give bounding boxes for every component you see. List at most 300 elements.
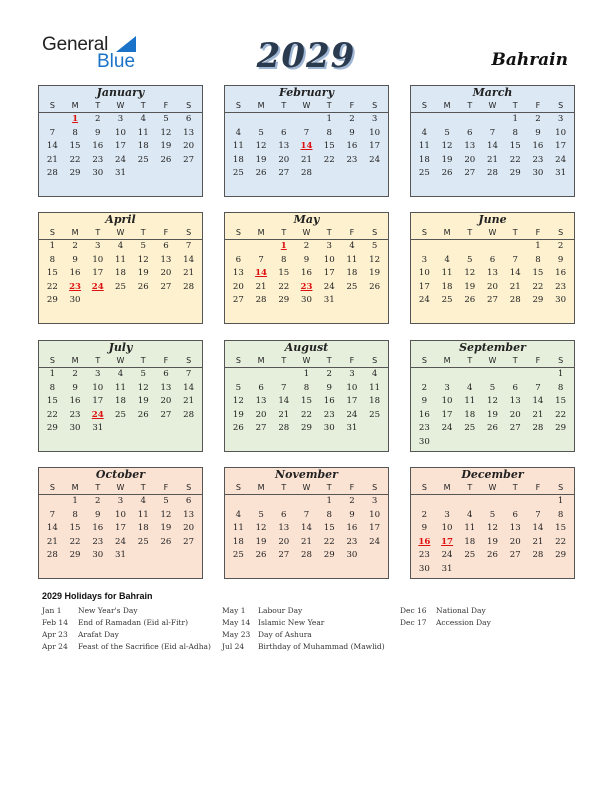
day-cell: 29 [555,550,567,561]
empty-day-cell [504,436,527,450]
day-cell: 25 [464,550,476,561]
day-cell: 20 [232,281,244,292]
day-cell: 25 [346,281,358,292]
empty-day-cell [527,368,550,382]
weekday-label: T [467,101,473,110]
day-cell: 16 [346,523,358,534]
day-cell: 14 [183,254,195,265]
weekday-label: T [326,101,332,110]
week-row [225,267,388,281]
week-row [39,509,202,523]
day-cell: 26 [232,423,244,434]
week-row [39,281,202,295]
empty-day-cell [132,294,155,308]
day-cell: 21 [255,281,267,292]
empty-day-cell [86,294,109,308]
day-cell: 16 [346,141,358,152]
weekday-label: T [467,356,473,365]
day-cell: 20 [255,409,267,420]
day-cell: 24 [91,281,104,292]
day-cell: 30 [69,423,81,434]
week-row [411,140,574,154]
day-cell: 13 [509,523,521,534]
day-cell: 21 [301,536,312,547]
weekday-label: W [116,101,125,110]
day-cell: 29 [69,550,81,561]
week-row [411,113,574,127]
week-row [39,409,202,423]
day-cell: 4 [467,509,473,520]
day-cell: 14 [532,523,544,534]
month-title: February [278,86,334,99]
weekday-label: S [186,228,192,237]
weekday-label: T [95,356,101,365]
day-cell: 14 [46,141,58,152]
week-row [411,549,574,563]
day-cell: 30 [555,295,567,306]
week-row [39,495,202,509]
day-cell: 6 [163,241,169,251]
empty-day-cell [436,240,459,254]
day-cell: 25 [232,550,244,561]
empty-day-cell [132,167,155,181]
day-cell: 22 [555,409,567,420]
day-cell: 3 [444,382,450,393]
weekday-label: W [488,356,497,365]
day-cell: 26 [487,550,498,561]
weekday-label: M [71,228,79,237]
day-cell: 25 [137,536,149,547]
day-cell: 1 [303,369,310,379]
weekday-label: T [512,356,518,365]
weekday-header [411,482,574,495]
day-cell: 13 [255,396,267,407]
holiday-name: Day of Ashura [258,630,312,639]
day-cell: 28 [509,295,521,306]
month-title: September [459,341,526,354]
day-cell: 15 [69,523,81,534]
weekday-header [39,355,202,368]
day-cell: 7 [185,241,192,251]
empty-day-cell [41,495,64,509]
week-row [39,154,202,168]
day-cell: 2 [535,114,541,124]
day-cell: 31 [115,168,126,179]
empty-day-cell [341,167,364,181]
empty-day-cell [227,113,250,127]
day-cell: 14 [300,141,313,152]
weekday-header [225,482,388,495]
day-cell: 3 [117,114,124,124]
day-cell: 23 [69,409,81,420]
weekday-label: S [235,228,241,237]
weekday-label: M [71,356,79,365]
day-cell: 20 [487,281,498,292]
day-cell: 7 [489,127,496,138]
holiday-name: National Day [436,606,486,615]
day-cell: 28 [532,423,544,434]
day-cell: 30 [532,168,544,179]
month-title: July [108,341,133,354]
day-cell: 22 [532,281,544,292]
month-block-october [38,467,203,579]
day-cell: 22 [69,154,81,165]
day-cell: 2 [421,382,428,393]
week-row [225,140,388,154]
day-cell: 27 [509,550,521,561]
weekday-label: T [326,356,332,365]
empty-day-cell [295,113,318,127]
day-cell: 17 [323,268,335,279]
day-cell: 13 [464,141,476,152]
day-cell: 14 [46,523,58,534]
month-block-september [410,340,575,452]
day-cell: 28 [278,423,290,434]
day-cell: 17 [92,396,104,407]
day-cell: 12 [160,127,172,138]
day-cell: 12 [487,396,498,407]
weekday-label: S [421,483,427,492]
day-cell: 5 [140,369,146,379]
week-row [39,549,202,563]
empty-day-cell [504,368,527,382]
weekday-label: M [71,483,79,492]
day-cell: 30 [301,295,312,306]
week-row [39,267,202,281]
holiday-date: May 23 [222,630,251,639]
holiday-entry [42,629,211,641]
day-cell: 17 [115,141,126,152]
weekday-label: M [443,483,451,492]
day-cell: 13 [183,127,195,138]
holiday-date: May 14 [222,618,251,627]
day-cell: 2 [557,241,564,251]
weekday-label: W [302,356,311,365]
day-cell: 13 [160,382,172,393]
week-row [225,522,388,536]
empty-day-cell [549,436,572,450]
weekday-label: S [558,356,564,365]
day-cell: 2 [349,496,355,506]
weekday-header [39,227,202,240]
day-cell: 22 [46,409,58,420]
day-cell: 19 [369,268,381,279]
month-block-january [38,85,203,197]
weekday-label: S [421,101,427,110]
day-cell: 19 [160,523,172,534]
day-cell: 7 [512,254,518,265]
week-row [411,495,574,509]
week-row [411,395,574,409]
empty-day-cell [458,240,481,254]
empty-day-cell [272,113,295,127]
weekday-label: S [186,101,192,110]
empty-day-cell [155,167,178,181]
day-cell: 15 [46,396,58,407]
day-cell: 29 [69,168,81,179]
week-row [225,240,388,254]
day-cell: 10 [555,127,567,138]
week-row [225,395,388,409]
day-cell: 1 [326,114,332,124]
day-cell: 2 [72,241,78,251]
day-cell: 21 [487,154,498,165]
week-row [225,167,388,181]
day-cell: 24 [369,536,381,547]
day-cell: 11 [346,254,358,265]
weekday-label: F [349,483,355,492]
weekday-label: T [281,356,287,365]
week-row [39,127,202,141]
day-cell: 4 [140,496,146,506]
day-cell: 12 [255,141,267,152]
holiday-name: Islamic New Year [258,618,325,627]
day-cell: 27 [183,536,195,547]
day-cell: 29 [46,423,58,434]
day-cell: 18 [232,154,244,165]
empty-day-cell [549,563,572,577]
day-cell: 9 [303,254,310,265]
weekday-label: W [488,483,497,492]
empty-day-cell [481,113,504,127]
day-cell: 30 [418,563,430,574]
weekday-label: F [163,101,169,110]
empty-day-cell [363,294,386,308]
day-cell: 12 [464,268,476,279]
day-cell: 26 [137,281,149,292]
week-row [225,409,388,423]
day-cell: 7 [49,509,56,520]
week-row [225,154,388,168]
weekday-label: T [281,228,287,237]
weekday-label: W [302,483,311,492]
day-cell: 30 [92,550,104,561]
day-cell: 3 [371,114,378,124]
weekday-label: T [95,228,101,237]
day-cell: 14 [301,523,312,534]
month-title: August [284,341,329,354]
day-cell: 5 [235,382,242,393]
day-cell: 12 [487,523,498,534]
day-cell: 10 [369,509,381,520]
day-cell: 15 [323,141,335,152]
holiday-date: Dec 17 [400,618,427,627]
day-cell: 5 [163,496,169,506]
day-cell: 15 [323,523,335,534]
holiday-name: Birthday of Muhammad (Mawlid) [258,642,385,651]
day-cell: 16 [69,396,81,407]
day-cell: 5 [489,382,496,393]
day-cell: 10 [323,254,335,265]
day-cell: 7 [258,254,264,265]
week-row [39,382,202,396]
day-cell: 15 [69,141,81,152]
week-row [225,495,388,509]
week-row [225,294,388,308]
day-cell: 14 [255,268,268,279]
day-cell: 27 [278,550,290,561]
empty-day-cell [272,495,295,509]
week-row [225,254,388,268]
empty-day-cell [436,368,459,382]
week-row [411,294,574,308]
day-cell: 8 [72,509,78,520]
day-cell: 5 [258,509,264,520]
day-cell: 24 [115,536,126,547]
day-cell: 22 [323,154,335,165]
empty-day-cell [458,113,481,127]
weekday-header [411,355,574,368]
month-title: January [96,86,145,99]
week-row [225,382,388,396]
weekday-header [411,100,574,113]
day-cell: 24 [91,409,104,420]
day-cell: 11 [464,523,476,534]
day-cell: 29 [532,295,544,306]
holiday-column [42,605,211,653]
weekday-header [225,100,388,113]
weekday-label: F [163,356,169,365]
day-cell: 23 [323,409,335,420]
day-cell: 6 [512,509,518,520]
day-cell: 2 [349,114,355,124]
day-cell: 17 [346,396,358,407]
day-cell: 21 [532,536,544,547]
week-row [411,382,574,396]
weekday-header [39,482,202,495]
weekday-label: S [49,228,55,237]
day-cell: 2 [303,241,310,251]
empty-day-cell [481,368,504,382]
holiday-entry [222,629,385,641]
day-cell: 10 [115,509,126,520]
empty-day-cell [363,549,386,563]
day-cell: 29 [46,295,58,306]
weekday-label: M [257,483,265,492]
empty-day-cell [250,368,273,382]
day-cell: 27 [160,281,172,292]
day-cell: 25 [137,154,149,165]
day-cell: 23 [69,281,82,292]
day-cell: 30 [323,423,335,434]
month-title: October [95,468,146,481]
day-cell: 11 [464,396,476,407]
day-cell: 23 [346,154,358,165]
day-cell: 8 [72,127,78,138]
day-cell: 8 [326,509,332,520]
weekday-label: S [186,356,192,365]
day-cell: 2 [72,369,78,379]
day-cell: 23 [532,154,544,165]
day-cell: 2 [95,496,101,506]
month-block-august [224,340,389,452]
day-cell: 29 [509,168,521,179]
holiday-column [400,605,491,629]
week-row [225,422,388,436]
day-cell: 18 [137,523,149,534]
empty-day-cell [155,422,178,436]
day-cell: 19 [464,281,476,292]
day-cell: 13 [278,523,290,534]
week-row [411,422,574,436]
day-cell: 3 [371,496,378,506]
day-cell: 6 [235,254,242,265]
empty-day-cell [177,549,200,563]
day-cell: 9 [421,523,428,534]
day-cell: 16 [418,409,430,420]
day-cell: 2 [421,509,428,520]
weekday-label: S [186,483,192,492]
weekday-label: S [558,228,564,237]
week-row [225,536,388,550]
day-cell: 13 [509,396,521,407]
day-cell: 1 [326,496,332,506]
empty-day-cell [413,368,436,382]
day-cell: 9 [421,396,428,407]
week-row [411,154,574,168]
empty-day-cell [177,167,200,181]
day-cell: 5 [489,509,496,520]
day-cell: 4 [140,114,146,124]
empty-day-cell [458,495,481,509]
week-row [411,240,574,254]
weekday-header [411,227,574,240]
weekday-label: T [326,483,332,492]
weekday-header [225,355,388,368]
weekday-label: F [163,228,169,237]
weekday-label: T [512,101,518,110]
day-cell: 20 [509,409,521,420]
day-cell: 10 [369,127,381,138]
empty-day-cell [41,113,64,127]
weekday-label: F [349,101,355,110]
weekday-label: M [443,228,451,237]
day-cell: 18 [137,141,149,152]
day-cell: 26 [487,423,498,434]
holiday-entry [400,617,491,629]
empty-day-cell [250,495,273,509]
day-cell: 15 [278,268,290,279]
day-cell: 31 [441,563,453,574]
day-cell: 18 [346,268,358,279]
day-cell: 19 [137,268,149,279]
day-cell: 8 [281,254,287,265]
day-cell: 19 [487,536,498,547]
day-cell: 6 [281,509,287,520]
day-cell: 1 [72,114,79,124]
day-cell: 13 [183,509,195,520]
week-row [411,536,574,550]
day-cell: 21 [183,396,195,407]
day-cell: 12 [441,141,453,152]
day-cell: 27 [278,168,290,179]
day-cell: 24 [115,154,126,165]
weekday-label: W [302,228,311,237]
day-cell: 1 [535,241,541,251]
weekday-label: F [535,356,541,365]
day-cell: 3 [444,509,450,520]
day-cell: 17 [369,523,381,534]
weekday-label: S [372,101,378,110]
month-title: November [275,468,338,481]
holiday-date: May 1 [222,606,246,615]
month-title: April [105,213,136,226]
week-row [39,422,202,436]
day-cell: 12 [369,254,381,265]
day-cell: 5 [371,241,378,251]
day-cell: 28 [183,281,195,292]
day-cell: 6 [185,114,192,124]
